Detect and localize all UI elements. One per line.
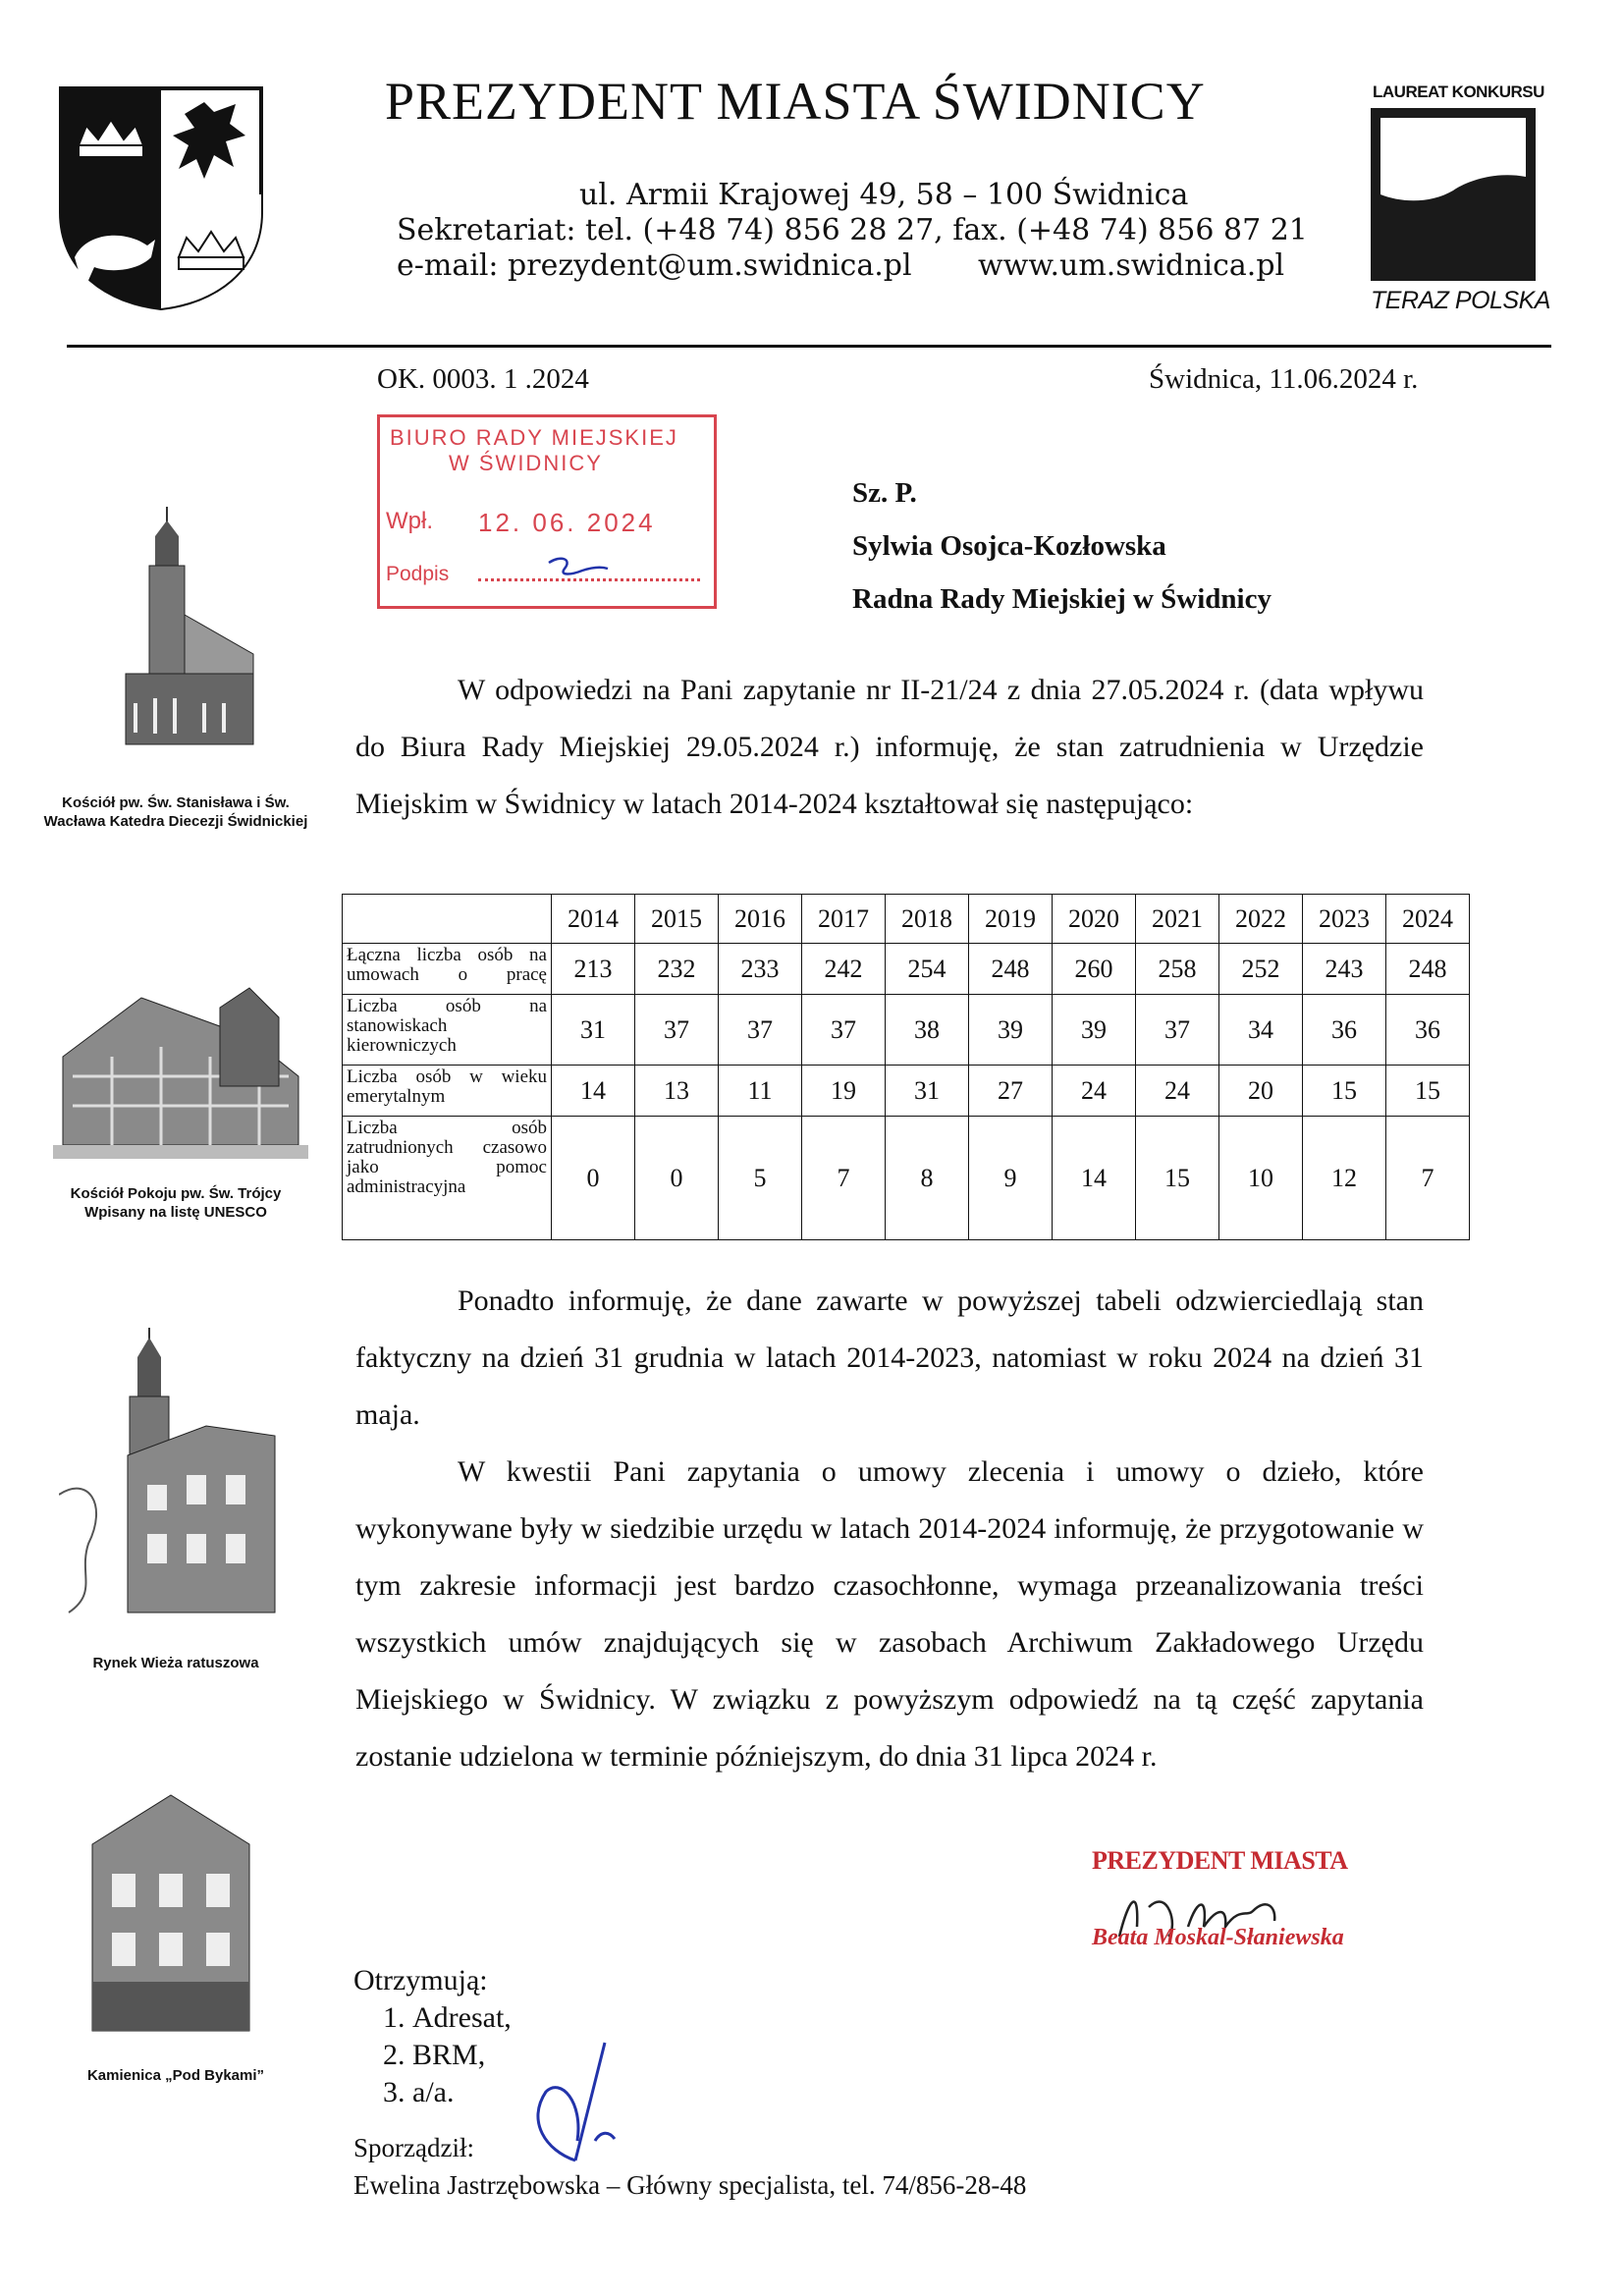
row-label: Łączna liczba osób na umowach o pracę: [343, 944, 552, 995]
table-cell: 254: [886, 944, 969, 995]
list-item: 2. BRM,: [412, 2037, 512, 2074]
year-header: 2018: [886, 895, 969, 944]
intro-text: W odpowiedzi na Pani zapytanie nr II-21/24 z dnia 27.05.2024 r. (data wpływu do Biura Rady Miejskiej 29.05.2024 r.) informuję, że stan zatrudnienia w Urzędzie Miejskim w Świdnicy w latach 2014-2024 kształtował się następująco:: [355, 674, 1424, 820]
employment-table: [342, 894, 1470, 1240]
stamp-received-date: 12. 06. 2024: [478, 508, 656, 537]
cathedral-illustration: [106, 507, 273, 782]
table-cell: 232: [635, 944, 719, 995]
year-header: 2024: [1386, 895, 1470, 944]
caption-town-hall: Rynek Wieża ratuszowa: [92, 1655, 259, 1671]
table-cell: 39: [1053, 995, 1136, 1066]
list-item: 3. a/a.: [412, 2074, 512, 2111]
stamp-initials: [543, 553, 612, 582]
stamp-received-label: Wpł.: [386, 508, 433, 534]
tenement-house-illustration: [63, 1785, 279, 2041]
year-header: 2021: [1136, 895, 1219, 944]
table-cell: 7: [802, 1117, 886, 1240]
caption-tenement-house: Kamienica „Pod Bykami”: [86, 2067, 265, 2084]
year-header: 2020: [1053, 895, 1136, 944]
received-stamp: [377, 414, 717, 609]
address: ul. Armii Krajowej 49, 58 – 100 Świdnica: [579, 178, 1189, 212]
table-cell: 24: [1136, 1066, 1219, 1117]
table-cell: 24: [1053, 1066, 1136, 1117]
letter-date: Świdnica, 11.06.2024 r.: [1149, 363, 1419, 395]
page-title: PREZYDENT MIASTA ŚWIDNICY: [385, 72, 1206, 131]
year-header: 2015: [635, 895, 719, 944]
coat-of-arms: [57, 84, 265, 312]
church-of-peace-illustration: [53, 978, 308, 1165]
stamp-line1: BIURO RADY MIEJSKIEJ: [390, 425, 678, 450]
table-cell: 213: [552, 944, 635, 995]
table-cell: 252: [1219, 944, 1303, 995]
reference-number: OK. 0003. 1 .2024: [377, 363, 589, 395]
header-divider: [67, 345, 1551, 348]
table-cell: 38: [886, 995, 969, 1066]
table-cell: 243: [1303, 944, 1386, 995]
row-label: Liczba osób na stanowiskach kierowniczych: [343, 995, 552, 1066]
table-cell: 19: [802, 1066, 886, 1117]
table-cell: 260: [1053, 944, 1136, 995]
signature-name: Beata Moskal-Słaniewska: [1092, 1925, 1344, 1950]
paragraph-contracts: W kwestii Pani zapytania o umowy zlecenia i umowy o dzieło, które wykonywane były w siedzibie urzędu w latach 2014-2024 informuję, że przygotowanie w tym zakresie informacji jest bardzo czasochłonne, wymaga przeanalizowania treści wszystkich umów znajdujących się w zasobach Archiwum Zakładowego Urzędu Miejskiego w Świdnicy. W związku z powyższym odpowiedź na tą część zapytania zostanie udzielona w terminie późniejszym, do dnia 31 lipca 2024 r.: [355, 1455, 1424, 1773]
table-cell: 9: [969, 1117, 1053, 1240]
table-cell: 242: [802, 944, 886, 995]
table-cell: 31: [552, 995, 635, 1066]
award-top-label: LAUREAT KONKURSU: [1373, 82, 1544, 101]
prepared-by: Ewelina Jastrzębowska – Główny specjalista, tel. 74/856-28-48: [353, 2170, 1027, 2200]
table-row: [343, 1117, 1470, 1240]
recipients-list: [353, 1999, 512, 2111]
year-header: 2023: [1303, 895, 1386, 944]
secretariat-contact: Sekretariat: tel. (+48 74) 856 28 27, fax. (+48 74) 856 87 21: [397, 213, 1308, 247]
list-item: 1. Adresat,: [412, 1999, 512, 2037]
prepared-block: [353, 2129, 1026, 2204]
table-cell: 8: [886, 1117, 969, 1240]
signature-title: PREZYDENT MIASTA: [1092, 1846, 1348, 1875]
table-cell: 248: [1386, 944, 1470, 995]
table-cell: 36: [1386, 995, 1470, 1066]
table-cell: 37: [635, 995, 719, 1066]
body-paragraphs: [355, 1273, 1424, 1785]
table-cell: 7: [1386, 1117, 1470, 1240]
table-row: [343, 1066, 1470, 1117]
intro-paragraph: [355, 662, 1424, 890]
recipient-position: Radna Rady Miejskiej w Świdnicy: [852, 583, 1271, 615]
prepared-label: Sporządził:: [353, 2133, 474, 2162]
website: www.um.swidnica.pl: [978, 248, 1285, 283]
stamp-line2: W ŚWIDNICY: [449, 451, 603, 475]
table-cell: 14: [552, 1066, 635, 1117]
year-header: 2016: [719, 895, 802, 944]
table-cell: 14: [1053, 1117, 1136, 1240]
recipient-name: Sylwia Osojca-Kozłowska: [852, 530, 1166, 562]
year-header: 2017: [802, 895, 886, 944]
table-cell: 15: [1386, 1066, 1470, 1117]
table-cell: 12: [1303, 1117, 1386, 1240]
table-cell: 5: [719, 1117, 802, 1240]
year-header: 2014: [552, 895, 635, 944]
recipient-salutation: Sz. P.: [852, 477, 917, 509]
table-cell: 15: [1136, 1117, 1219, 1240]
table-row: [343, 995, 1470, 1066]
table-cell: 15: [1303, 1066, 1386, 1117]
stamp-signature-label: Podpis: [386, 563, 450, 585]
table-corner-cell: [343, 895, 552, 944]
table-cell: 39: [969, 995, 1053, 1066]
row-label: Liczba osób w wieku emerytalnym: [343, 1066, 552, 1117]
caption-cathedral: Kościół pw. Św. Stanisława i Św. Wacława Katedra Diecezji Świdnickiej: [43, 794, 308, 830]
email: e-mail: prezydent@um.swidnica.pl: [397, 248, 912, 283]
table-cell: 0: [635, 1117, 719, 1240]
caption-church-of-peace: Kościół Pokoju pw. Św. Trójcy Wpisany na listę UNESCO: [70, 1185, 282, 1221]
award-bottom-label: TERAZ POLSKA: [1371, 287, 1550, 314]
year-header: 2019: [969, 895, 1053, 944]
table-cell: 37: [802, 995, 886, 1066]
table-cell: 20: [1219, 1066, 1303, 1117]
table-cell: 258: [1136, 944, 1219, 995]
row-label: Liczba osób zatrudnionych czasowo jako pomoc administracyjna: [343, 1117, 552, 1240]
table-cell: 13: [635, 1066, 719, 1117]
recipients-block: [353, 1962, 512, 2111]
table-cell: 34: [1219, 995, 1303, 1066]
table-row: [343, 944, 1470, 995]
table-cell: 27: [969, 1066, 1053, 1117]
table-cell: 10: [1219, 1117, 1303, 1240]
table-cell: 233: [719, 944, 802, 995]
table-cell: 11: [719, 1066, 802, 1117]
table-cell: 0: [552, 1117, 635, 1240]
year-header: 2022: [1219, 895, 1303, 944]
recipients-heading: Otrzymują:: [353, 1964, 488, 1996]
paragraph-table-note: Ponadto informuję, że dane zawarte w powyższej tabeli odzwierciedlają stan faktyczny na dzień 31 grudnia w latach 2014-2023, natomiast w roku 2024 na dzień 31 maja.: [355, 1285, 1424, 1431]
table-cell: 248: [969, 944, 1053, 995]
table-header-row: [343, 895, 1470, 944]
town-hall-illustration: [59, 1328, 295, 1622]
table-cell: 37: [1136, 995, 1219, 1066]
table-cell: 37: [719, 995, 802, 1066]
table-cell: 36: [1303, 995, 1386, 1066]
table-cell: 31: [886, 1066, 969, 1117]
award-logo: [1371, 108, 1536, 281]
